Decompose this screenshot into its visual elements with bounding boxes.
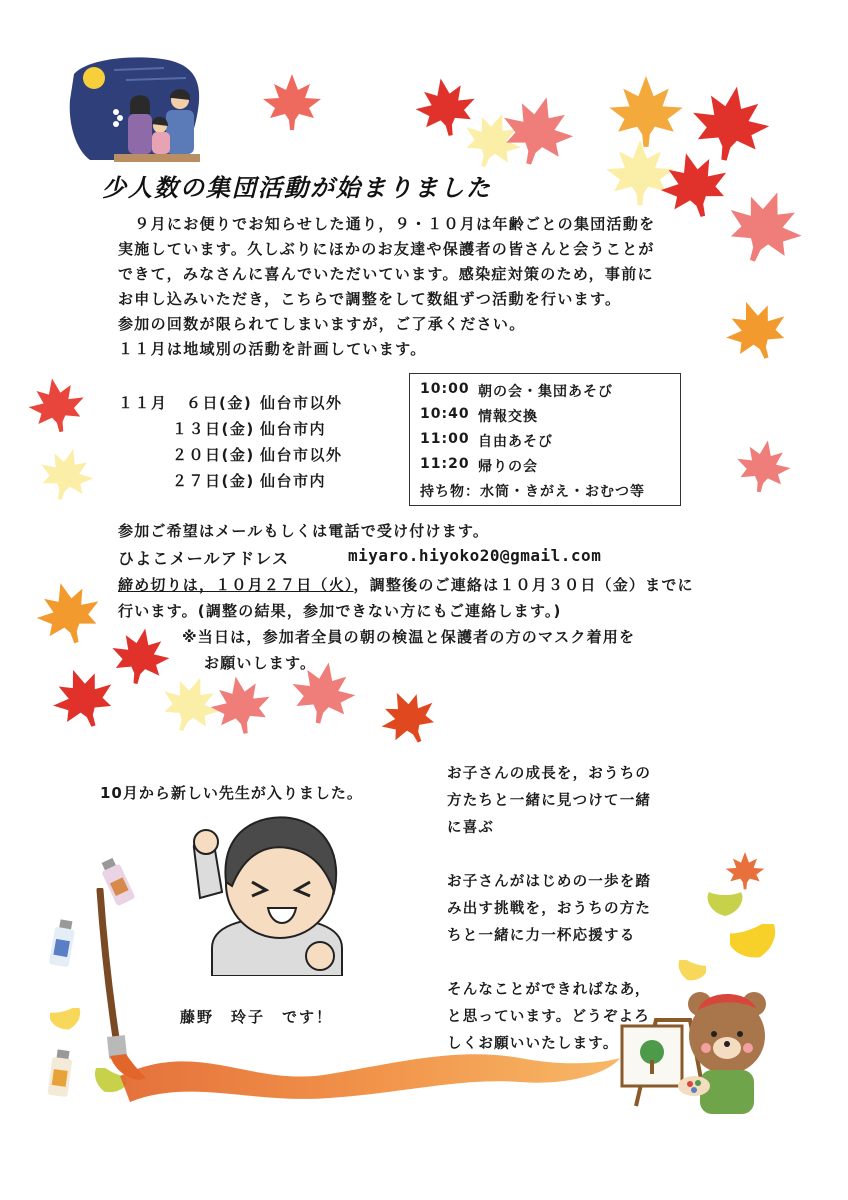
schedule-area: 仙台市内 [260, 420, 327, 438]
schedule-area: 仙台市以外 [260, 394, 343, 412]
note-line: ※当日は，参加者全員の朝の検温と保護者の方のマスク着用を [182, 628, 636, 646]
program-time: 10:40 [420, 406, 470, 422]
schedule-area: 仙台市内 [260, 472, 327, 490]
program-item: 情報交換 [478, 409, 538, 425]
moon-viewing-illustration [68, 54, 204, 166]
maple-leaf-decoration [38, 448, 94, 504]
new-teacher-heading: 10月から新しい先生が入りました。 [100, 784, 363, 802]
schedule-date: １３日(金) [172, 420, 255, 438]
page-title: 少人数の集団活動が始まりました [102, 174, 492, 202]
schedule-date: ２０日(金) [172, 446, 255, 464]
maple-leaf-decoration [735, 440, 791, 496]
maple-leaf-decoration [262, 74, 322, 134]
paint-brush-stroke [80, 888, 640, 1118]
program-box [409, 373, 681, 506]
mail-label: ひよこメールアドレス [118, 549, 290, 568]
maple-leaf-decoration [36, 582, 102, 648]
deadline-line2: 行います。(調整の結果，参加できない方にもご連絡します。) [118, 602, 562, 620]
message-line: 方たちと一緒に見つけて一緒 [447, 793, 652, 809]
ginkgo-leaf-decoration [730, 924, 786, 980]
program-time: 11:20 [420, 456, 470, 472]
maple-leaf-decoration [725, 190, 803, 268]
program-time: 11:00 [420, 431, 470, 447]
deadline-date: 締め切りは，１０月２７日（火） [118, 576, 354, 594]
program-time: 10:00 [420, 381, 470, 397]
maple-leaf-decoration [500, 96, 574, 170]
note-line: お願いします。 [204, 654, 317, 672]
intro-line: 実施しています。久しぶりにほかのお友達や保護者の皆さんと会うことが [118, 240, 655, 258]
bear-painter-illustration [618, 986, 768, 1120]
message-line: しくお願いいたします。 [447, 1036, 619, 1052]
message-line: に喜ぶ [447, 820, 495, 836]
items-to-bring: 持ち物：水筒・きがえ・おむつ等 [420, 484, 645, 500]
message-line: そんなことができればなあ， [447, 982, 651, 998]
maple-leaf-decoration [52, 668, 116, 732]
maple-leaf-decoration [725, 300, 789, 364]
teacher-name: 藤野 玲子 です！ [180, 1008, 334, 1026]
intro-paragraph [118, 212, 718, 362]
maple-leaf-decoration [28, 378, 86, 436]
program-item: 帰りの会 [478, 459, 538, 475]
message-line: お子さんがはじめの一歩を踏 [447, 874, 652, 890]
message-line: と思っています。どうぞよろ [447, 1009, 650, 1025]
maple-leaf-decoration [380, 690, 438, 748]
intro-line: お申し込みいただき，こちらで調整をして数組ずつ活動を行います。 [118, 290, 622, 308]
message-paragraph [447, 761, 727, 842]
schedule-area: 仙台市以外 [260, 446, 343, 464]
program-item: 自由あそび [478, 434, 553, 450]
schedule-month: １１月 [118, 394, 168, 412]
message-line: お子さんの成長を，おうちの [447, 766, 652, 782]
message-line: ちと一緒に力一杯応援する [447, 928, 636, 944]
intro-line: できて，みなさんに喜んでいただいています。感染症対策のため，事前に [118, 265, 654, 283]
message-line: み出す挑戦を，おうちの方た [447, 901, 652, 917]
deadline-rest: ，調整後のご連絡は１０月３０日（金）までに [353, 576, 694, 594]
maple-leaf-decoration [725, 852, 765, 892]
schedule-date: ６日(金) [186, 394, 253, 412]
program-item: 朝の会・集団あそび [478, 384, 613, 400]
mail-address-link[interactable]: miyaro.hiyoko20@gmail.com [348, 546, 602, 565]
intro-line: ９月にお便りでお知らせした通り，９・１０月は年齢ごとの集団活動を [118, 215, 656, 233]
intro-line: １１月は地域別の活動を計画しています。 [118, 340, 427, 358]
intro-line: 参加の回数が限られてしまいますが，ご了承ください。 [118, 315, 526, 333]
maple-leaf-decoration [210, 676, 272, 738]
apply-text: 参加ご希望はメールもしくは電話で受け付けます。 [118, 522, 490, 540]
schedule-date: ２７日(金) [172, 472, 255, 490]
paint-tube-icon [40, 1048, 80, 1104]
deadline-text [118, 574, 694, 595]
paint-tube-icon [42, 918, 82, 974]
